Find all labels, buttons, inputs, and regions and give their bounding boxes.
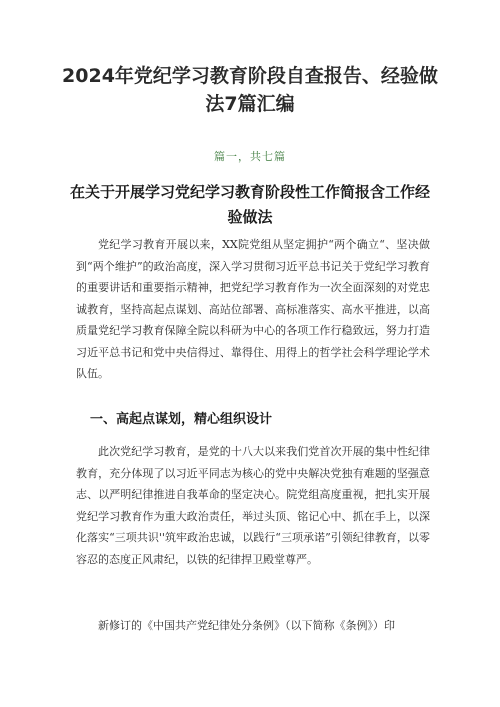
body-paragraph: 新修订的《中国共产党纪律处分条例》（以下简称《条例》）印 <box>98 619 395 632</box>
article-marker: 篇一，共七篇 <box>214 150 286 163</box>
section-heading: 一、高起点谋划，精心组织设计 <box>90 412 273 427</box>
body-paragraph: 党纪学习教育开展以来，XX院党组从坚定拥护“两个确立“、坚决做到“两个维护”的政治高度，深入学习贯彻习近平总书记关于党纪学习教育的重要讲话和重要指示精神，把党纪学习教育作为一次全面深刻的对党忠诚教育，坚持高起点谋划、高站位部署、高标准落实、高水平推进，以高质量党纪学习教育保障全院以科研为中心的各项工作行稳致远，努力打造习近平总书记和党中央信得过、靠得住、用得上的哲学社会科学理论学术队伍。 <box>76 238 430 380</box>
body-paragraph: 此次党纪学习教育，是党的十八大以来我们党首次开展的集中性纪律教育，充分体现了以习近平同志为核心的党中央解决党独有难题的坚强意志、以严明纪律推进自我革命的坚定决心。院党组高度重视，把扎实开展党纪学习教育作为重大政治责任，举过头顶、铭记心中、抓在手上，以深化落实“三项共识''筑牢政治忠诚，以践行“三项承诺”引领纪律教育，以零容忍的态度正风肃纪，以铁的纪律捍卫殿堂尊严。 <box>76 445 430 566</box>
document-title: 2024年党纪学习教育阶段自查报告、经验做法7篇汇编 <box>62 65 438 115</box>
article-title: 在关于开展学习党纪学习教育阶段性工作简报含工作经验做法 <box>70 183 431 226</box>
